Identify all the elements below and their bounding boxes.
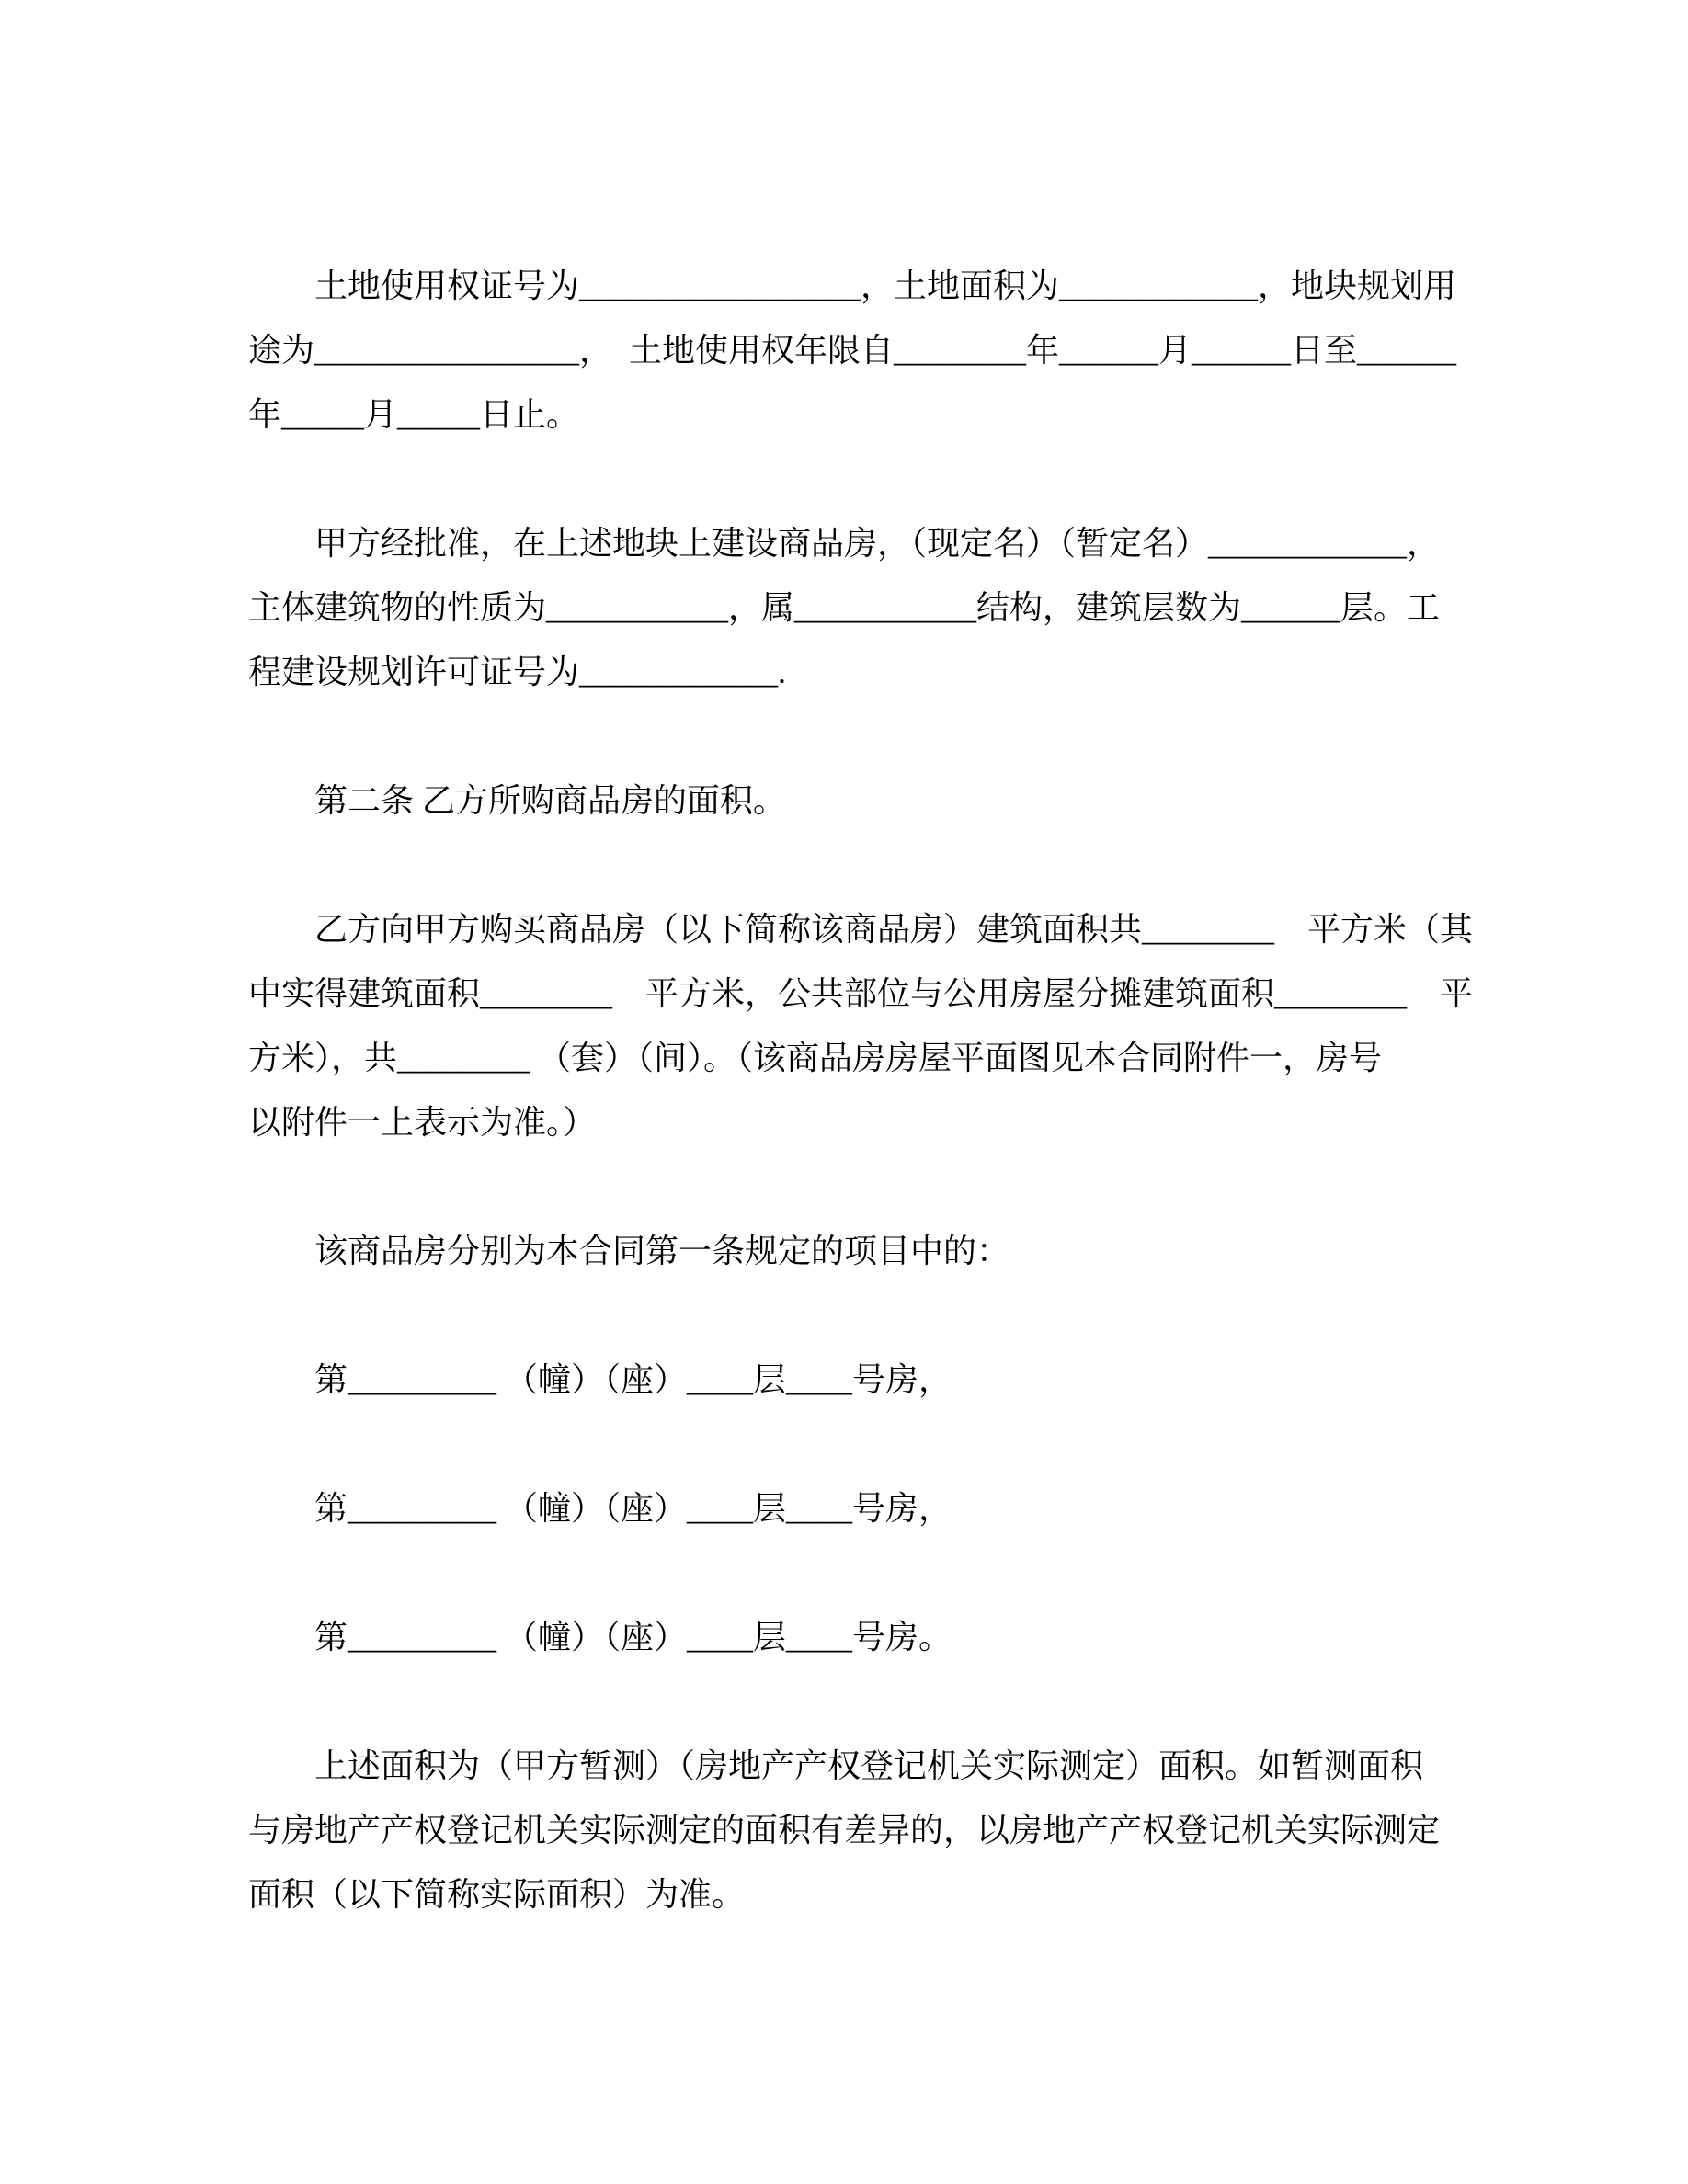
fill-in-line: 第_________ （幢）（座）____层____号房。	[314, 1619, 952, 1655]
para-project-items	[248, 1219, 1440, 1283]
building-room-line-1	[248, 1348, 1440, 1412]
text-line: 面积（以下简称实际面积）为准。	[248, 1876, 746, 1913]
building-room-line-3	[248, 1605, 1440, 1669]
fill-in-line: 第_________ （幢）（座）____层____号房，	[314, 1490, 952, 1527]
text-line: 该商品房分别为本合同第一条规定的项目中的：	[314, 1233, 1010, 1269]
text-line: 程建设规划许可证号为____________.	[248, 654, 787, 690]
text-line: 主体建筑物的性质为___________，属___________结构，建筑层数为______层。工	[248, 589, 1441, 626]
text-line: 方米），共________ （套）（间）。（该商品房房屋平面图见本合同附件一，房号	[248, 1040, 1383, 1076]
para-area-determination	[248, 1734, 1440, 1927]
text-line: 中实得建筑面积________ 平方米，公共部位与公用房屋分摊建筑面积________ 平	[248, 975, 1474, 1012]
text-line: 与房地产产权登记机关实际测定的面积有差异的，以房地产产权登记机关实际测定	[248, 1812, 1441, 1848]
text-line: 以附件一上表示为准。）	[248, 1104, 597, 1141]
fill-in-line: 第_________ （幢）（座）____层____号房，	[314, 1361, 952, 1398]
text-line: 途为________________， 土地使用权年限自________年______月______日至______	[248, 332, 1457, 369]
para-construction	[248, 511, 1440, 704]
text-line: 年_____月_____日止。	[248, 396, 580, 433]
building-room-line-2	[248, 1476, 1440, 1541]
para-land-use-right	[248, 254, 1457, 447]
article-heading: 第二条 乙方所购商品房的面积。	[314, 782, 787, 819]
text-line: 上述面积为（甲方暂测）（房地产产权登记机关实际测定）面积。如暂测面积	[314, 1747, 1424, 1784]
text-line: 乙方向甲方购买商品房（以下简称该商品房）建筑面积共________ 平方米（其	[314, 911, 1474, 948]
text-line: 土地使用权证号为_________________，土地面积为____________，地块规划用	[314, 267, 1457, 304]
para-purchase-area	[248, 897, 1474, 1155]
text-line: 甲方经批准，在上述地块上建设商品房，（现定名）（暂定名）____________，	[314, 525, 1441, 562]
heading-article-two	[248, 768, 1440, 833]
